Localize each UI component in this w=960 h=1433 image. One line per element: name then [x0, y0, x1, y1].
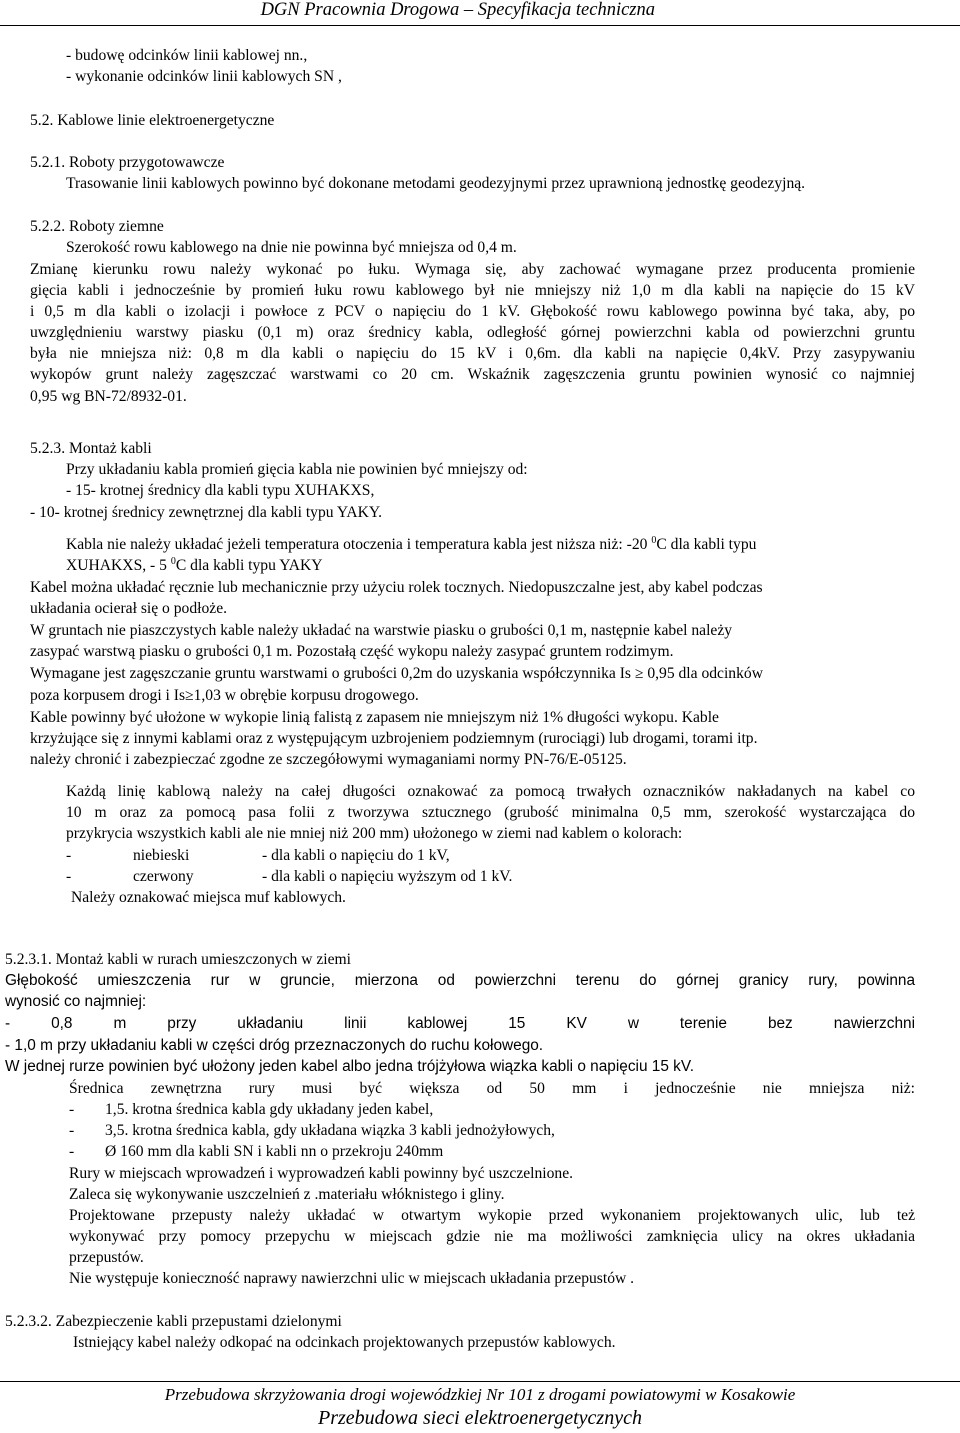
- list-item: 1,5. krotna średnica kabla gdy układany jeden kabel,: [105, 1101, 434, 1118]
- list-item: - 15- krotnej średnicy dla kabli typu XUHAKXS,: [66, 482, 375, 499]
- text-line: [66, 555, 323, 576]
- footer-line-1: Przebudowa skrzyżowania drogi wojewódzkiej Nr 101 z drogami powiatowymi w Kosakowie: [164, 1385, 796, 1404]
- header-title: DGN Pracownia Drogowa – Specyfikacja techniczna: [260, 0, 655, 20]
- text-line: uwzględnieniu warstwy piasku (0,1 m) oraz średnicy kabla, odległość górnej powierzchni kabla od powierzchni gruntu: [30, 324, 915, 341]
- section-heading: 5.2.3.2. Zabezpieczenie kabli przepustami dzielonymi: [5, 1313, 342, 1330]
- header-rule: [0, 25, 960, 26]
- footer-line-2: Przebudowa sieci elektroenergetycznych: [318, 1407, 642, 1429]
- text-line: Istniejący kabel należy odkopać na odcinkach projektowanych przepustów kablowych.: [73, 1334, 616, 1351]
- list-bullet: -: [66, 847, 72, 864]
- section-heading: 5.2.3. Montaż kabli: [30, 440, 152, 457]
- list-bullet: -: [69, 1143, 75, 1160]
- text-line: należy chronić i zabezpieczać zgodne ze szczegółowymi wymaganiami normy PN-76/E-05125.: [30, 751, 627, 768]
- text-line: układania ocierał się o podłoże.: [30, 600, 228, 617]
- text-line: Zmianę kierunku rowu należy wykonać po łuku. Wymaga się, aby zachować wymagane przez producenta promienie: [30, 261, 915, 278]
- color-item: czerwony: [133, 868, 194, 885]
- text-line: Kable powinny być ułożone w wykopie linią falistą z zapasem nie mniejszym niż 1% długości wykopu. Kable: [30, 709, 719, 726]
- section-heading: 5.2.2. Roboty ziemne: [30, 218, 164, 235]
- section-heading: 5.2.1. Roboty przygotowawcze: [30, 154, 225, 171]
- text-line: przepustów.: [69, 1249, 144, 1266]
- text-line: Trasowanie linii kablowych powinno być dokonane metodami geodezyjnymi przez uprawnioną jednostkę geodezyjną.: [66, 175, 806, 192]
- text-line: wynosić co najmniej:: [5, 993, 147, 1010]
- text-line: Średnica zewnętrzna rury musi być większa od 50 mm i jednocześnie nie mniejsza niż:: [69, 1080, 915, 1097]
- text-line: W gruntach nie piaszczystych kable należy układać na warstwie piasku o grubości 0,1 m, następnie kabel należy: [30, 622, 733, 639]
- text-line: Projektowane przepusty należy układać w otwartym wykopie przed wykonaniem projektowanych ulic, lub też: [69, 1207, 915, 1224]
- text-line: - dla kabli o napięciu wyższym od 1 kV.: [262, 868, 513, 885]
- text-line: - 1,0 m przy układaniu kabli w części dróg przeznaczonych do ruchu kołowego.: [5, 1037, 544, 1054]
- text-line: była nie mniejsza niż: 0,8 m dla kabli o napięciu do 15 kV i 0,6m. dla kabli na napięcie 0,4kV. Przy zasypywaniu: [30, 345, 915, 362]
- text-line: - dla kabli o napięciu do 1 kV,: [262, 847, 450, 864]
- footer-rule: [0, 1381, 960, 1382]
- text-line: Zaleca się wykonywanie uszczelnień z .materiału włóknistego i gliny.: [69, 1186, 505, 1203]
- text-line: Każdą linię kablową należy na całej długości oznakować za pomocą trwałych oznaczników nakładanych na kabel co: [66, 783, 915, 800]
- text-line: poza korpusem drogi i Is≥1,03 w obrębie korpusu drogowego.: [30, 687, 419, 704]
- text-line: - wykonanie odcinków linii kablowych SN ,: [66, 68, 342, 85]
- text-line: Szerokość rowu kablowego na dnie nie powinna być mniejsza od 0,4 m.: [66, 239, 517, 256]
- text-line: i 0,5 m dla kabli o izolacji i powłoce z PCV o napięciu do 1 kV. Głębokość rowu kablowego powinna być taka, aby, po: [30, 303, 915, 320]
- text-line: 0,95 wg BN-72/8932-01.: [30, 388, 187, 405]
- text-line: W jednej rurze powinien być ułożony jeden kabel albo jedna trójżyłowa wiązka kabli o napięciu 15 kV.: [5, 1058, 694, 1075]
- text-line: 10 m oraz za pomocą pasa folii z tworzywa sztucznego (grubość minimalna 0,5 mm, szerokość wystarczająca do: [66, 804, 915, 821]
- text-fragment: Kabla nie należy układać jeżeli temperatura otoczenia i temperatura kabla jest niższa niż: -20: [66, 536, 648, 553]
- text-line: przykrycia wszystkich kabli ale nie mniej niż 200 mm) ułożonego w ziemi nad kablem o kolorach:: [66, 825, 683, 842]
- text-fragment: C dla kabli typu: [656, 536, 757, 553]
- list-bullet: -: [69, 1101, 75, 1118]
- text-line: wykonywać przy pomocy przepychu w miejscach gdzie nie ma możliwości zamknięcia ulicy na okres układania: [69, 1228, 915, 1245]
- page-header: [0, 0, 960, 28]
- list-bullet: -: [69, 1122, 75, 1139]
- text-line: - budowę odcinków linii kablowej nn.,: [66, 47, 308, 64]
- text-line: wykopów grunt należy zagęszczać warstwami co 20 cm. Wskaźnik zagęszczenia gruntu powinien wynosić co najmniej: [30, 366, 915, 383]
- text-line: Kabel można układać ręcznie lub mechanicznie przy użyciu rolek tocznych. Niedopuszczalne jest, aby kabel podczas: [30, 579, 763, 596]
- text-line: Rury w miejscach wprowadzeń i wyprowadzeń kabli powinny być uszczelnione.: [69, 1165, 574, 1182]
- list-item: - 10- krotnej średnicy zewnętrznej dla kabli typu YAKY.: [30, 504, 383, 521]
- list-item: Ø 160 mm dla kabli SN i kabli nn o przekroju 240mm: [105, 1143, 444, 1160]
- text-line: Należy oznakować miejsca muf kablowych.: [71, 889, 346, 906]
- text-line: zasypać warstwą piasku o grubości 0,1 m. Pozostałą część wykopu należy zasypać gruntem rodzimym.: [30, 643, 674, 660]
- superscript: 0: [651, 535, 657, 546]
- section-heading: 5.2. Kablowe linie elektroenergetyczne: [30, 112, 275, 129]
- text-line: gięcia kabli i jednocześnie by promień łuku rowu kablowego był nie mniejszy niż 1,0 m dla kabli na napięcie do 15 kV: [30, 282, 915, 299]
- list-item: 3,5. krotna średnica kabla, gdy układana wiązka 3 kabli jednożyłowych,: [105, 1122, 555, 1139]
- text-line: Wymagane jest zagęszczanie gruntu warstwami o grubości 0,2m do uzyskania współczynnika Is ≥ 0,95 dla odcinków: [30, 665, 763, 682]
- text-fragment: C dla kabli typu YAKY: [175, 557, 323, 574]
- text-line: Przy układaniu kabla promień gięcia kabla nie powinien być mniejszy od:: [66, 461, 528, 478]
- text-line: krzyżujące się z innymi kablami oraz z występującym uzbrojeniem podziemnym (rurociągi) lub drogami, torami itp.: [30, 730, 758, 747]
- text-line: - 0,8 m przy układaniu linii kablowej 15 KV w terenie bez nawierzchni: [5, 1015, 915, 1032]
- superscript: 0: [170, 556, 176, 567]
- section-heading: 5.2.3.1. Montaż kabli w rurach umieszczonych w ziemi: [5, 951, 351, 968]
- color-item: niebieski: [133, 847, 190, 864]
- text-line: Nie występuje konieczność naprawy nawierzchni ulic w miejscach układania przepustów .: [69, 1270, 635, 1287]
- list-bullet: -: [66, 868, 72, 885]
- text-line: Głębokość umieszczenia rur w gruncie, mierzona od powierzchni terenu do górnej granicy rury, powinna: [5, 972, 915, 989]
- text-line: [66, 534, 756, 555]
- text-fragment: XUHAKXS, - 5: [66, 557, 167, 574]
